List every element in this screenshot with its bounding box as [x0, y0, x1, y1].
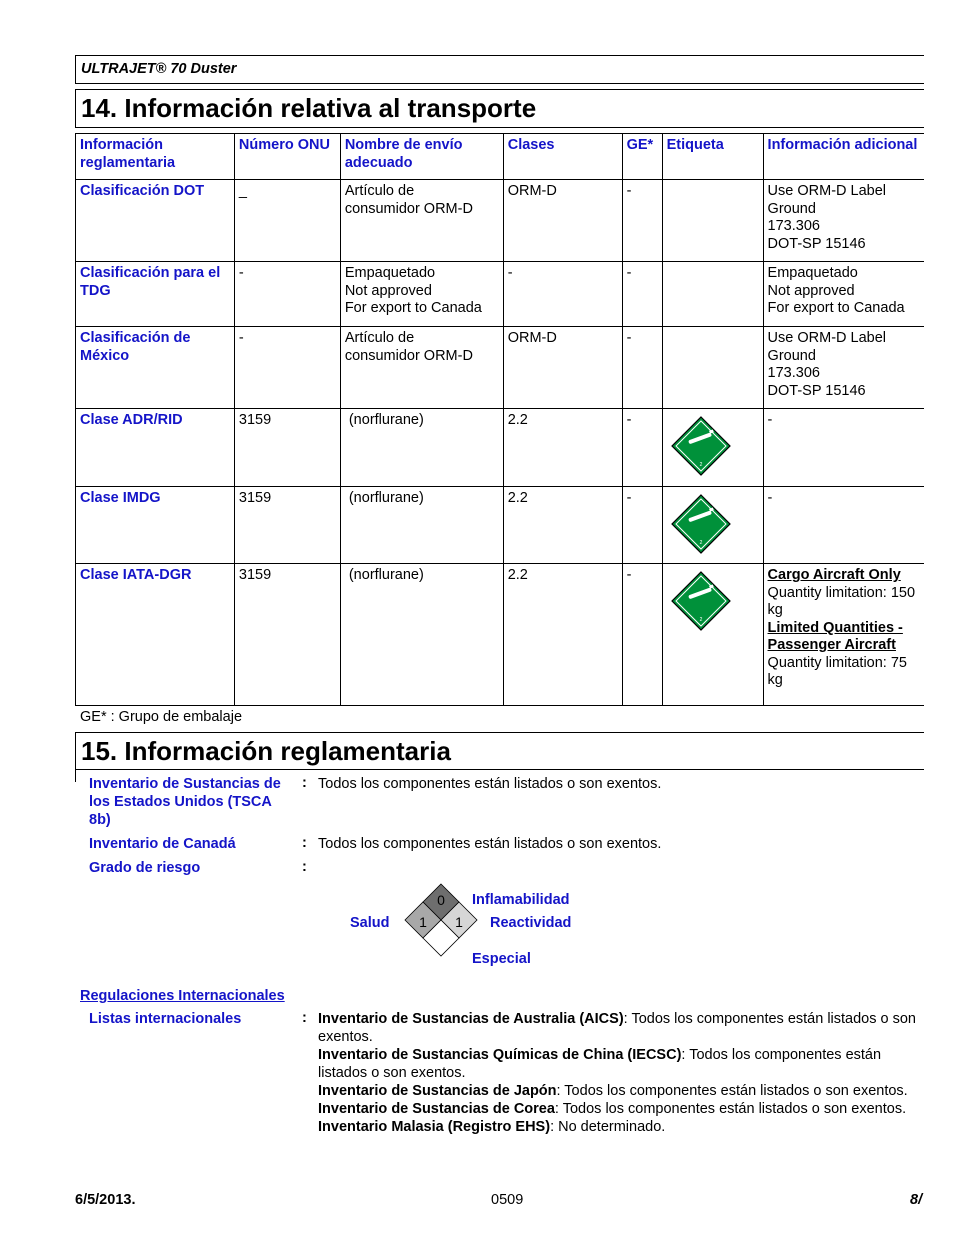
svg-text:2: 2 [699, 617, 702, 623]
text-line: 173.306 [767, 365, 820, 381]
class-cell: 2.2 [503, 409, 622, 487]
passenger-title: Limited Quantities - Passenger Aircraft [767, 619, 903, 653]
reactivity-value: 1 [455, 914, 463, 930]
table-row [76, 327, 925, 409]
list-item [318, 1046, 924, 1082]
un-cell: 3159 [234, 487, 340, 564]
inventory-name: Inventario de Sustancias de Japón [318, 1083, 557, 1099]
class-cell: 2.2 [503, 564, 622, 706]
canada-value: Todos los componentes están listados o son exentos. [318, 836, 662, 852]
text-line: Use ORM-D Label [767, 183, 886, 199]
reg-cell: Clasificación de México [76, 327, 235, 409]
label-cell [662, 409, 763, 487]
text-line: Ground [767, 200, 816, 217]
text-line: Empaquetado [344, 265, 436, 281]
table-row [76, 262, 925, 327]
reg-cell: Clasificación para el TDG [76, 262, 235, 327]
colon: : [302, 775, 307, 791]
table-row [76, 487, 925, 564]
list-item [318, 1010, 924, 1046]
pg-cell: - [622, 327, 662, 409]
gas-placard-icon [671, 416, 731, 476]
footer-page: 8/ [910, 1192, 923, 1208]
section-15-heading [75, 732, 924, 770]
text-line: - [767, 412, 773, 428]
un-cell: _ [234, 180, 340, 262]
text-line: - [767, 490, 773, 506]
text-line: Not approved [344, 282, 432, 299]
intl-list [318, 1010, 924, 1136]
health-label: Salud [350, 915, 390, 931]
col-header: GE* [622, 134, 662, 180]
section-14-title: 14. Información relativa al transporte [81, 93, 537, 123]
reg-cell: Clasificación DOT [76, 180, 235, 262]
text-line: Use ORM-D Label [767, 330, 886, 346]
gas-placard-icon [671, 494, 731, 554]
class-cell: 2.2 [503, 487, 622, 564]
passenger-text: Quantity limitation: 75 kg [767, 654, 907, 688]
info-cell [763, 487, 924, 564]
class-cell: - [503, 262, 622, 327]
text-line: (norflurane) [344, 490, 424, 506]
intl-label: Listas internacionales [89, 1011, 242, 1027]
shipping-name-cell [340, 564, 503, 706]
intl-heading: Regulaciones Internacionales [80, 988, 285, 1004]
table-row [76, 409, 925, 487]
gas-placard-icon [671, 571, 731, 631]
inventory-status: : Todos los componentes están listados o son exentos. [556, 1083, 908, 1099]
inventory-name: Inventario de Sustancias de Corea [318, 1101, 555, 1117]
canada-label: Inventario de Canadá [89, 836, 236, 852]
inventory-name: Inventario Malasia (Registro EHS) [318, 1119, 551, 1135]
health-value: 1 [419, 914, 427, 930]
label-cell [662, 327, 763, 409]
list-item [318, 1082, 924, 1100]
label-cell [662, 487, 763, 564]
text-line: (norflurane) [344, 567, 424, 583]
shipping-name-cell [340, 409, 503, 487]
product-header [75, 55, 924, 84]
text-line: DOT-SP 15146 [767, 235, 866, 252]
cargo-text: Quantity limitation: 150 kg [767, 584, 916, 618]
text-line: Empaquetado [767, 265, 858, 281]
col-header: Número ONU [234, 134, 340, 180]
text-line: DOT-SP 15146 [767, 382, 866, 399]
text-line: (norflurane) [344, 412, 424, 428]
flammability-label: Inflamabilidad [472, 892, 570, 908]
un-cell: - [234, 262, 340, 327]
list-item [318, 1118, 924, 1136]
info-cell [763, 564, 924, 706]
col-header: Nombre de envío adecuado [340, 134, 503, 180]
section-15-title: 15. Información reglamentaria [81, 736, 451, 766]
transport-table [75, 133, 924, 706]
packing-group-footnote: GE* : Grupo de embalaje [80, 709, 243, 725]
text-line: consumidor ORM-D [344, 347, 473, 364]
col-header: Información reglamentaria [76, 134, 235, 180]
pg-cell: - [622, 180, 662, 262]
info-cell [763, 327, 924, 409]
class-cell: ORM-D [503, 180, 622, 262]
colon: : [302, 1010, 307, 1026]
colon: : [302, 835, 307, 851]
col-header: Etiqueta [662, 134, 763, 180]
reactivity-label: Reactividad [490, 915, 572, 931]
class-cell: ORM-D [503, 327, 622, 409]
reg-cell: Clase IATA-DGR [76, 564, 235, 706]
flammability-value: 0 [437, 892, 445, 908]
special-label: Especial [472, 951, 531, 967]
label-cell [662, 564, 763, 706]
text-line: For export to Canada [767, 300, 905, 316]
tsca-value: Todos los componentes están listados o son exentos. [318, 776, 662, 792]
svg-text:2: 2 [699, 462, 702, 468]
table-row [76, 564, 925, 706]
inventory-status: : Todos los componentes están listados o son exentos. [318, 1011, 916, 1045]
col-header: Clases [503, 134, 622, 180]
colon: : [302, 859, 307, 875]
svg-text:2: 2 [699, 540, 702, 546]
info-cell [763, 409, 924, 487]
inventory-status: : Todos los componentes están listados o son exentos. [318, 1047, 882, 1081]
inventory-name: Inventario de Sustancias de Australia (AICS) [318, 1011, 624, 1027]
inventory-status: : No determinado. [550, 1119, 666, 1135]
text-line: consumidor ORM-D [344, 200, 473, 217]
footer-code: 0509 [491, 1192, 524, 1208]
reg-cell: Clase IMDG [76, 487, 235, 564]
un-cell: 3159 [234, 564, 340, 706]
inventory-name: Inventario de Sustancias Químicas de China (IECSC) [318, 1047, 682, 1063]
shipping-name-cell [340, 262, 503, 327]
transport-header-row [76, 134, 925, 180]
label-cell [662, 262, 763, 327]
section-14-heading [75, 89, 924, 128]
info-cell [763, 262, 924, 327]
cargo-title: Cargo Aircraft Only [767, 567, 901, 583]
hazard-diamond [400, 882, 482, 960]
risk-label: Grado de riesgo [89, 860, 201, 876]
pg-cell: - [622, 409, 662, 487]
reg-cell: Clase ADR/RID [76, 409, 235, 487]
text-line: 173.306 [767, 218, 820, 234]
col-header: Información adicional [763, 134, 924, 180]
pg-cell: - [622, 564, 662, 706]
shipping-name-cell [340, 180, 503, 262]
table-row [76, 180, 925, 262]
un-cell: 3159 [234, 409, 340, 487]
pg-cell: - [622, 487, 662, 564]
text-line: For export to Canada [344, 300, 482, 316]
shipping-name-cell [340, 327, 503, 409]
divider [75, 770, 76, 782]
text-line: Artículo de [344, 183, 415, 199]
footer-date: 6/5/2013. [75, 1192, 136, 1208]
product-name: ULTRAJET® 70 Duster [81, 61, 237, 77]
text-line: Ground [767, 347, 816, 364]
list-item [318, 1100, 924, 1118]
info-cell [763, 180, 924, 262]
un-cell: - [234, 327, 340, 409]
shipping-name-cell [340, 487, 503, 564]
text-line: Not approved [767, 282, 855, 299]
pg-cell: - [622, 262, 662, 327]
text-line: Artículo de [344, 330, 415, 346]
label-cell [662, 180, 763, 262]
inventory-status: : Todos los componentes están listados o son exentos. [554, 1101, 907, 1117]
tsca-label: Inventario de Sustancias de los Estados Unidos (TSCA 8b) [89, 776, 281, 828]
